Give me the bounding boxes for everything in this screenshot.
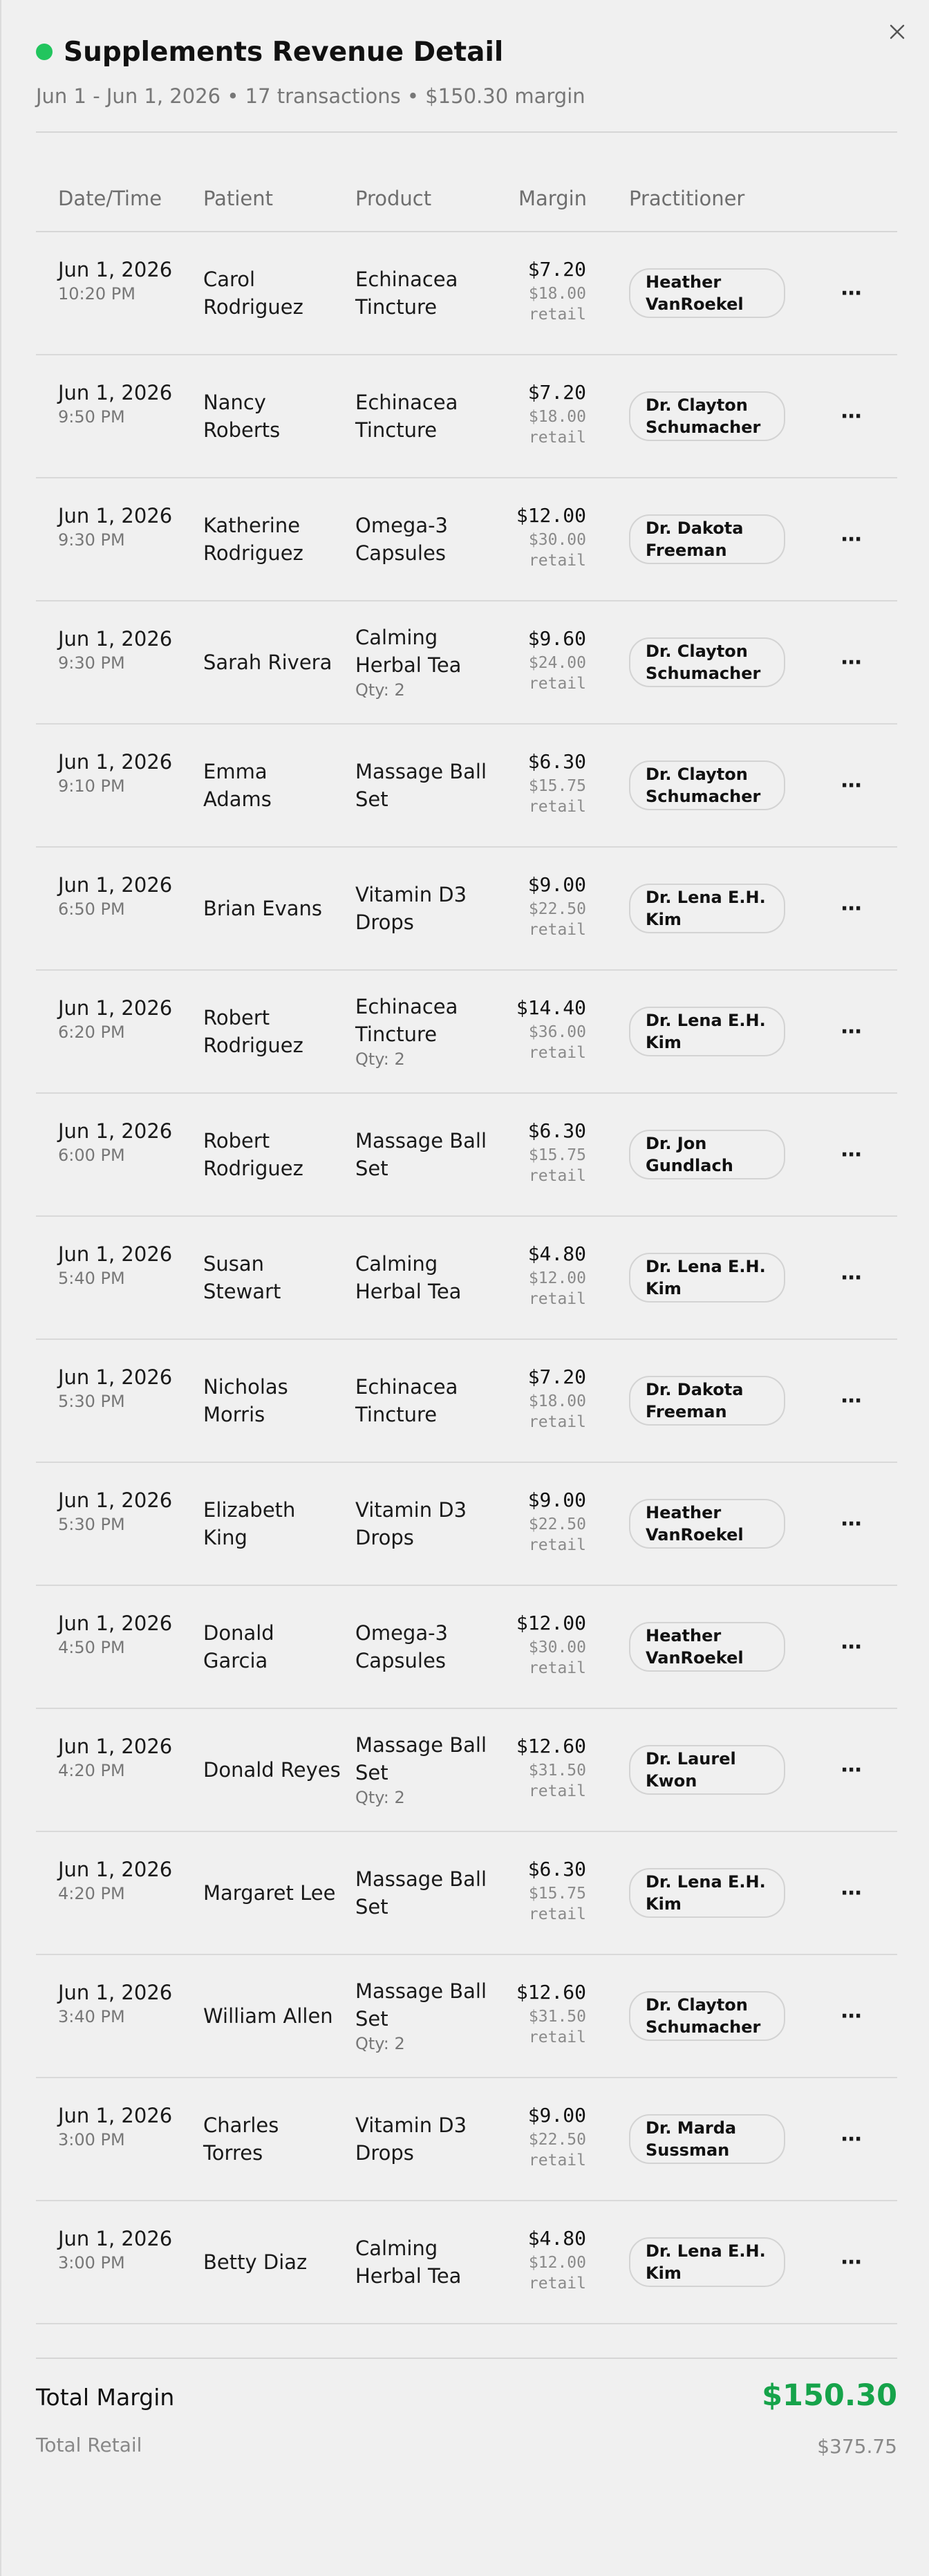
row-date: Jun 1, 2026 xyxy=(58,258,173,281)
row-retail: $18.00 retail xyxy=(528,285,586,324)
practitioner-badge xyxy=(629,1007,785,1056)
row-datetime xyxy=(58,1609,182,1658)
row-actions-button[interactable] xyxy=(838,1264,865,1291)
row-margin-cell xyxy=(476,994,586,1063)
row-actions-button[interactable] xyxy=(838,525,865,553)
ellipsis-icon: ⋯ xyxy=(841,650,863,675)
row-product: Calming Herbal Tea xyxy=(355,2237,462,2288)
header-divider xyxy=(36,131,897,133)
row-patient: William Allen xyxy=(203,2004,333,2028)
practitioner-name: Heather VanRoekel xyxy=(646,272,744,314)
row-margin: $6.30 xyxy=(527,1119,586,1142)
ellipsis-icon: ⋯ xyxy=(841,1388,863,1413)
row-product: Vitamin D3 Drops xyxy=(355,2113,467,2165)
ellipsis-icon: ⋯ xyxy=(841,1757,863,1782)
row-date: Jun 1, 2026 xyxy=(58,627,173,651)
row-margin-cell xyxy=(476,1733,586,1802)
row-actions-button[interactable] xyxy=(838,772,865,799)
row-patient: Donald Reyes xyxy=(203,1758,341,1782)
row-patient: Betty Diaz xyxy=(203,2250,308,2274)
row-date: Jun 1, 2026 xyxy=(58,1981,173,2004)
row-product: Massage Ball Set xyxy=(355,1129,487,1180)
table-row xyxy=(36,1340,897,1463)
panel-header xyxy=(36,33,897,108)
row-date: Jun 1, 2026 xyxy=(58,2104,173,2127)
row-actions-button[interactable] xyxy=(838,2002,865,2030)
column-header-datetime: Date/Time xyxy=(58,187,162,210)
practitioner-badge xyxy=(629,1499,785,1549)
practitioner-badge xyxy=(629,1745,785,1795)
ellipsis-icon: ⋯ xyxy=(841,1511,863,1536)
row-date: Jun 1, 2026 xyxy=(58,1242,173,1266)
row-quantity: Qty: 2 xyxy=(355,680,405,700)
row-margin: $7.20 xyxy=(527,381,586,404)
row-date: Jun 1, 2026 xyxy=(58,1488,173,1512)
row-date: Jun 1, 2026 xyxy=(58,1119,173,1143)
row-product: Massage Ball Set xyxy=(355,1979,487,2031)
practitioner-name: Dr. Clayton Schumacher xyxy=(646,642,761,683)
row-datetime xyxy=(58,379,182,427)
row-margin-cell xyxy=(476,256,586,325)
column-header-margin: Margin xyxy=(518,187,588,210)
row-patient: Carol Rodriguez xyxy=(203,268,303,319)
practitioner-badge xyxy=(629,637,785,687)
row-time: 9:30 PM xyxy=(58,653,125,673)
practitioner-name: Dr. Lena E.H. Kim xyxy=(646,888,766,929)
row-margin: $9.00 xyxy=(527,873,586,896)
total-retail-value: $375.75 xyxy=(817,2435,897,2458)
row-margin: $6.30 xyxy=(527,1858,586,1880)
row-actions-button[interactable] xyxy=(838,1387,865,1415)
row-time: 5:30 PM xyxy=(58,1392,125,1411)
row-date: Jun 1, 2026 xyxy=(58,1612,173,1635)
total-margin-label: Total Margin xyxy=(36,2384,175,2411)
row-patient: Katherine Rodriguez xyxy=(203,514,303,565)
row-patient: Nicholas Morris xyxy=(203,1375,288,1426)
row-datetime xyxy=(58,625,182,673)
row-retail: $24.00 retail xyxy=(528,654,586,693)
table-row xyxy=(36,2078,897,2201)
row-datetime xyxy=(58,2102,182,2150)
row-retail: $31.50 retail xyxy=(528,2008,586,2046)
table-row xyxy=(36,478,897,601)
table-row xyxy=(36,1955,897,2078)
practitioner-name: Dr. Marda Sussman xyxy=(646,2118,737,2160)
practitioner-badge xyxy=(629,268,785,318)
row-datetime xyxy=(58,1240,182,1289)
column-header-product: Product xyxy=(355,187,432,210)
row-margin-cell xyxy=(476,2225,586,2294)
row-date: Jun 1, 2026 xyxy=(58,504,173,528)
row-margin-cell xyxy=(476,1363,586,1432)
row-margin-cell xyxy=(476,1609,586,1679)
row-date: Jun 1, 2026 xyxy=(58,996,173,1020)
ellipsis-icon: ⋯ xyxy=(841,2004,863,2028)
row-actions-button[interactable] xyxy=(838,1018,865,1045)
total-margin-value: $150.30 xyxy=(762,2378,897,2413)
table-row xyxy=(36,725,897,848)
row-retail: $15.75 retail xyxy=(528,777,586,816)
ellipsis-icon: ⋯ xyxy=(841,1142,863,1167)
table-row xyxy=(36,2201,897,2324)
row-time: 5:40 PM xyxy=(58,1269,125,1288)
row-actions-button[interactable] xyxy=(838,2125,865,2153)
practitioner-badge xyxy=(629,2114,785,2164)
row-margin-cell xyxy=(476,748,586,817)
row-time: 4:20 PM xyxy=(58,1761,125,1780)
practitioner-name: Dr. Laurel Kwon xyxy=(646,1749,736,1791)
practitioner-badge xyxy=(629,514,785,564)
table-row xyxy=(36,1832,897,1955)
practitioner-name: Heather VanRoekel xyxy=(646,1626,744,1668)
row-margin: $9.00 xyxy=(527,1488,586,1511)
row-margin-cell xyxy=(476,502,586,571)
row-actions-button[interactable] xyxy=(838,1510,865,1538)
table-row xyxy=(36,601,897,725)
row-date: Jun 1, 2026 xyxy=(58,873,173,897)
ellipsis-icon: ⋯ xyxy=(841,2127,863,2152)
ellipsis-icon: ⋯ xyxy=(841,404,863,429)
row-actions-button[interactable] xyxy=(838,1756,865,1784)
row-margin: $4.80 xyxy=(527,2227,586,2250)
ellipsis-icon: ⋯ xyxy=(841,896,863,921)
table-body xyxy=(36,232,897,2324)
row-datetime xyxy=(58,871,182,920)
row-product: Echinacea Tincture xyxy=(355,995,458,1046)
practitioner-name: Dr. Dakota Freeman xyxy=(646,519,744,560)
practitioner-name: Dr. Dakota Freeman xyxy=(646,1380,744,1421)
status-dot xyxy=(36,44,53,60)
row-margin-cell xyxy=(476,379,586,448)
practitioner-name: Dr. Lena E.H. Kim xyxy=(646,2241,766,2283)
row-margin: $12.00 xyxy=(516,1612,586,1634)
row-time: 9:10 PM xyxy=(58,776,125,796)
row-retail: $30.00 retail xyxy=(528,531,586,570)
row-margin: $6.30 xyxy=(527,750,586,773)
row-retail: $18.00 retail xyxy=(528,408,586,447)
practitioner-badge xyxy=(629,2237,785,2287)
row-retail: $15.75 retail xyxy=(528,1146,586,1185)
row-retail: $22.50 retail xyxy=(528,900,586,939)
practitioner-name: Dr. Clayton Schumacher xyxy=(646,1995,761,2037)
row-margin: $7.20 xyxy=(527,258,586,281)
row-retail: $12.00 retail xyxy=(528,2254,586,2293)
row-margin-cell xyxy=(476,1856,586,1925)
row-date: Jun 1, 2026 xyxy=(58,1858,173,1881)
row-margin: $9.60 xyxy=(527,627,586,650)
table-row xyxy=(36,1709,897,1832)
row-margin: $9.00 xyxy=(527,2104,586,2127)
column-header-patient: Patient xyxy=(203,187,273,210)
row-quantity: Qty: 2 xyxy=(355,2034,405,2053)
row-retail: $12.00 retail xyxy=(528,1269,586,1308)
row-patient: Susan Stewart xyxy=(203,1252,281,1303)
practitioner-badge xyxy=(629,1991,785,2041)
row-patient: Robert Rodriguez xyxy=(203,1006,303,1057)
row-product: Vitamin D3 Drops xyxy=(355,883,467,934)
practitioner-badge xyxy=(629,1253,785,1303)
row-time: 6:50 PM xyxy=(58,899,125,919)
row-time: 3:00 PM xyxy=(58,2130,125,2149)
row-date: Jun 1, 2026 xyxy=(58,2227,173,2250)
row-datetime xyxy=(58,1486,182,1535)
row-patient: Emma Adams xyxy=(203,760,272,811)
row-time: 5:30 PM xyxy=(58,1515,125,1534)
row-time: 9:30 PM xyxy=(58,530,125,550)
row-actions-button[interactable] xyxy=(838,895,865,922)
row-time: 10:20 PM xyxy=(58,284,135,304)
row-product: Massage Ball Set xyxy=(355,760,487,811)
row-margin-cell xyxy=(476,625,586,694)
row-time: 9:50 PM xyxy=(58,407,125,427)
practitioner-name: Dr. Clayton Schumacher xyxy=(646,395,761,437)
row-patient: Margaret Lee xyxy=(203,1881,336,1905)
row-actions-button[interactable] xyxy=(838,279,865,307)
ellipsis-icon: ⋯ xyxy=(841,773,863,798)
practitioner-badge xyxy=(629,391,785,441)
row-date: Jun 1, 2026 xyxy=(58,381,173,404)
row-retail: $18.00 retail xyxy=(528,1392,586,1431)
ellipsis-icon: ⋯ xyxy=(841,1634,863,1659)
practitioner-badge xyxy=(629,760,785,810)
practitioner-name: Dr. Lena E.H. Kim xyxy=(646,1257,766,1298)
row-product: Echinacea Tincture xyxy=(355,1375,458,1426)
row-product: Echinacea Tincture xyxy=(355,391,458,442)
row-date: Jun 1, 2026 xyxy=(58,750,173,774)
row-actions-button[interactable] xyxy=(838,648,865,676)
row-datetime xyxy=(58,994,182,1043)
row-patient: Sarah Rivera xyxy=(203,651,332,674)
row-datetime xyxy=(58,1979,182,2027)
row-retail: $15.75 retail xyxy=(528,1885,586,1923)
row-datetime xyxy=(58,2225,182,2273)
practitioner-badge xyxy=(629,1622,785,1672)
table-row xyxy=(36,1217,897,1340)
row-datetime xyxy=(58,502,182,550)
row-patient: Charles Torres xyxy=(203,2113,279,2165)
row-time: 3:00 PM xyxy=(58,2253,125,2272)
row-datetime xyxy=(58,256,182,304)
practitioner-name: Dr. Clayton Schumacher xyxy=(646,765,761,806)
practitioner-badge xyxy=(629,884,785,933)
row-product: Calming Herbal Tea xyxy=(355,1252,462,1303)
practitioner-badge xyxy=(629,1376,785,1426)
column-header-practitioner: Practitioner xyxy=(629,187,745,210)
row-margin-cell xyxy=(476,1486,586,1556)
totals-footer xyxy=(36,2358,897,2458)
ellipsis-icon: ⋯ xyxy=(841,1880,863,1905)
row-patient: Nancy Roberts xyxy=(203,391,281,442)
row-retail: $22.50 retail xyxy=(528,1515,586,1554)
row-margin: $14.40 xyxy=(516,996,586,1019)
row-date: Jun 1, 2026 xyxy=(58,1735,173,1758)
row-time: 4:50 PM xyxy=(58,1638,125,1657)
row-time: 4:20 PM xyxy=(58,1884,125,1903)
table-row xyxy=(36,1586,897,1709)
ellipsis-icon: ⋯ xyxy=(841,1265,863,1290)
row-retail: $30.00 retail xyxy=(528,1639,586,1677)
row-datetime xyxy=(58,1363,182,1412)
row-product: Omega-3 Capsules xyxy=(355,1621,449,1672)
table-row xyxy=(36,1094,897,1217)
ellipsis-icon: ⋯ xyxy=(841,2250,863,2275)
row-actions-button[interactable] xyxy=(838,402,865,430)
total-retail-label: Total Retail xyxy=(36,2434,142,2456)
row-retail: $31.50 retail xyxy=(528,1762,586,1800)
row-margin-cell xyxy=(476,1117,586,1186)
practitioner-badge xyxy=(629,1868,785,1918)
practitioner-name: Dr. Jon Gundlach xyxy=(646,1134,733,1175)
ellipsis-icon: ⋯ xyxy=(841,527,863,552)
table-row xyxy=(36,971,897,1094)
row-margin-cell xyxy=(476,1240,586,1309)
practitioner-badge xyxy=(629,1130,785,1179)
page-title: Supplements Revenue Detail xyxy=(64,36,504,68)
row-actions-button[interactable] xyxy=(838,1141,865,1168)
transactions-table xyxy=(36,159,897,2324)
row-margin: $7.20 xyxy=(527,1365,586,1388)
ellipsis-icon: ⋯ xyxy=(841,1019,863,1044)
row-patient: Elizabeth King xyxy=(203,1498,296,1549)
row-datetime xyxy=(58,748,182,796)
row-product: Echinacea Tincture xyxy=(355,268,458,319)
row-patient: Robert Rodriguez xyxy=(203,1129,303,1180)
row-patient: Donald Garcia xyxy=(203,1621,274,1672)
practitioner-name: Dr. Lena E.H. Kim xyxy=(646,1872,766,1914)
row-date: Jun 1, 2026 xyxy=(58,1365,173,1389)
row-datetime xyxy=(58,1117,182,1166)
row-time: 3:40 PM xyxy=(58,2007,125,2026)
row-datetime xyxy=(58,1856,182,1904)
practitioner-name: Dr. Lena E.H. Kim xyxy=(646,1011,766,1052)
ellipsis-icon: ⋯ xyxy=(841,281,863,306)
row-quantity: Qty: 2 xyxy=(355,1788,405,1807)
table-row xyxy=(36,355,897,478)
row-product: Vitamin D3 Drops xyxy=(355,1498,467,1549)
row-margin: $12.60 xyxy=(516,1735,586,1757)
table-row xyxy=(36,848,897,971)
row-product: Omega-3 Capsules xyxy=(355,514,449,565)
row-retail: $22.50 retail xyxy=(528,2131,586,2169)
row-margin: $12.60 xyxy=(516,1981,586,2004)
row-margin-cell xyxy=(476,1979,586,2048)
row-time: 6:20 PM xyxy=(58,1023,125,1042)
row-actions-button[interactable] xyxy=(838,1633,865,1661)
table-header xyxy=(36,159,897,232)
row-actions-button[interactable] xyxy=(838,1879,865,1907)
practitioner-name: Heather VanRoekel xyxy=(646,1503,744,1544)
summary-subtitle: Jun 1 - Jun 1, 2026 • 17 transactions • $150.30 margin xyxy=(36,84,585,108)
row-product: Massage Ball Set xyxy=(355,1867,487,1919)
table-row xyxy=(36,1463,897,1586)
table-row xyxy=(36,232,897,355)
row-patient: Brian Evans xyxy=(203,897,322,920)
row-product: Massage Ball Set xyxy=(355,1733,487,1784)
row-margin: $4.80 xyxy=(527,1242,586,1265)
row-margin-cell xyxy=(476,2102,586,2171)
row-product: Calming Herbal Tea xyxy=(355,626,462,677)
row-datetime xyxy=(58,1733,182,1781)
row-time: 6:00 PM xyxy=(58,1146,125,1165)
row-margin-cell xyxy=(476,871,586,940)
row-retail: $36.00 retail xyxy=(528,1023,586,1062)
row-actions-button[interactable] xyxy=(838,2248,865,2276)
row-quantity: Qty: 2 xyxy=(355,1049,405,1069)
row-margin: $12.00 xyxy=(516,504,586,527)
